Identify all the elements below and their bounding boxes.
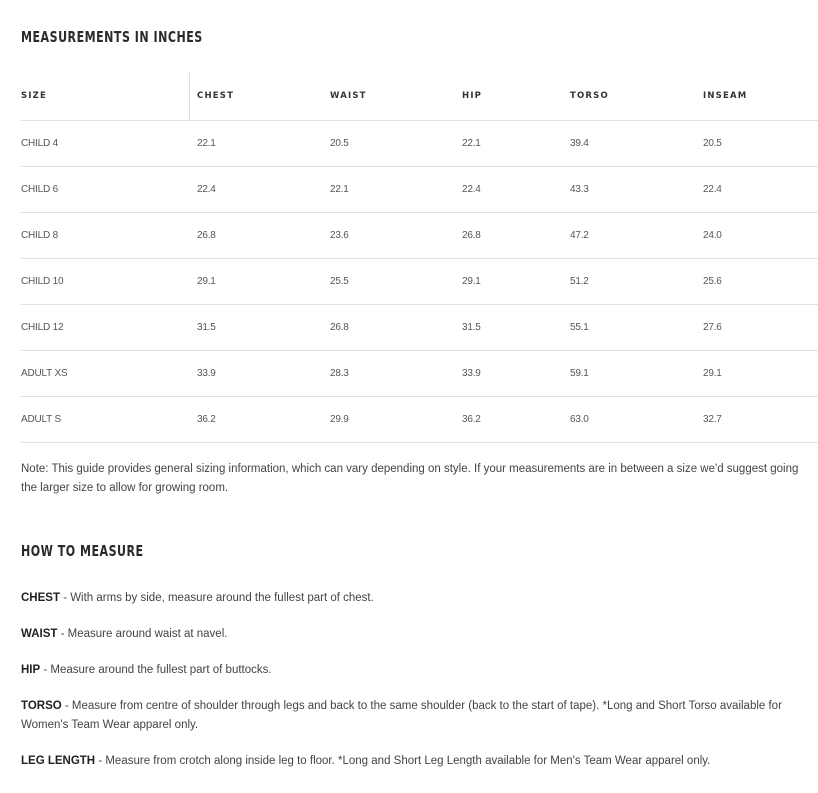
table-header [21,73,818,121]
how-to-measure-heading: HOW TO MEASURE [21,542,144,560]
cell-hip: 22.4 [462,184,481,195]
cell-torso: 59.1 [570,368,589,379]
cell-size: CHILD 4 [21,138,58,149]
measure-description: - Measure around the fullest part of buttocks. [40,664,272,676]
cell-hip: 29.1 [462,276,481,287]
cell-inseam: 20.5 [703,138,722,149]
cell-waist: 23.6 [330,230,349,241]
cell-hip: 36.2 [462,414,481,425]
size-table [21,73,818,443]
cell-waist: 26.8 [330,322,349,333]
cell-torso: 55.1 [570,322,589,333]
measure-term: WAIST [21,628,58,640]
cell-chest: 29.1 [197,276,216,287]
cell-hip: 22.1 [462,138,481,149]
cell-inseam: 24.0 [703,230,722,241]
cell-hip: 26.8 [462,230,481,241]
cell-size: CHILD 10 [21,276,64,287]
cell-inseam: 29.1 [703,368,722,379]
measure-description: - Measure from centre of shoulder through legs and back to the same shoulder (back to the start of tape). *Long and Short Torso available for Women's Team Wear apparel only. [21,700,782,731]
cell-waist: 22.1 [330,184,349,195]
cell-torso: 43.3 [570,184,589,195]
table-row [21,213,818,259]
cell-hip: 31.5 [462,322,481,333]
table-row [21,397,818,443]
table-row [21,351,818,397]
col-header-hip: HIP [462,91,483,101]
cell-chest: 22.1 [197,138,216,149]
cell-chest: 22.4 [197,184,216,195]
header-divider [189,73,190,120]
cell-torso: 47.2 [570,230,589,241]
cell-chest: 36.2 [197,414,216,425]
table-row [21,167,818,213]
measurements-heading: MEASUREMENTS IN INCHES [21,28,203,46]
col-header-inseam: INSEAM [703,91,748,101]
cell-inseam: 22.4 [703,184,722,195]
cell-size: ADULT XS [21,368,68,379]
cell-waist: 20.5 [330,138,349,149]
cell-size: CHILD 8 [21,230,58,241]
cell-chest: 33.9 [197,368,216,379]
measure-item-leg-length [21,752,801,771]
cell-torso: 39.4 [570,138,589,149]
cell-inseam: 27.6 [703,322,722,333]
table-row [21,121,818,167]
col-header-size: SIZE [21,91,48,101]
measure-item-waist [21,625,801,644]
cell-chest: 31.5 [197,322,216,333]
measure-item-hip [21,661,801,680]
measure-term: HIP [21,664,41,676]
cell-waist: 25.5 [330,276,349,287]
measure-description: - Measure around waist at navel. [57,628,228,640]
cell-torso: 51.2 [570,276,589,287]
measure-item-chest [21,589,801,608]
cell-size: CHILD 12 [21,322,64,333]
col-header-waist: WAIST [330,91,367,101]
cell-hip: 33.9 [462,368,481,379]
table-row [21,305,818,351]
measure-description: - With arms by side, measure around the fullest part of chest. [59,592,374,604]
cell-inseam: 32.7 [703,414,722,425]
cell-size: CHILD 6 [21,184,58,195]
col-header-chest: CHEST [197,91,235,101]
cell-waist: 28.3 [330,368,349,379]
measure-term: LEG LENGTH [21,755,96,767]
measure-term: TORSO [21,700,62,712]
measure-term: CHEST [21,592,60,604]
cell-size: ADULT S [21,414,61,425]
table-row [21,259,818,305]
sizing-note: Note: This guide provides general sizing information, which can vary depending on style. If your measurements are in between a size we'd suggest going the larger size to allow for growing room. [21,463,799,494]
cell-chest: 26.8 [197,230,216,241]
cell-inseam: 25.6 [703,276,722,287]
col-header-torso: TORSO [570,91,609,101]
measure-description: - Measure from crotch along inside leg to floor. *Long and Short Leg Length available for Men's Team Wear apparel only. [95,755,711,767]
cell-waist: 29.9 [330,414,349,425]
measure-item-torso [21,697,801,735]
cell-torso: 63.0 [570,414,589,425]
